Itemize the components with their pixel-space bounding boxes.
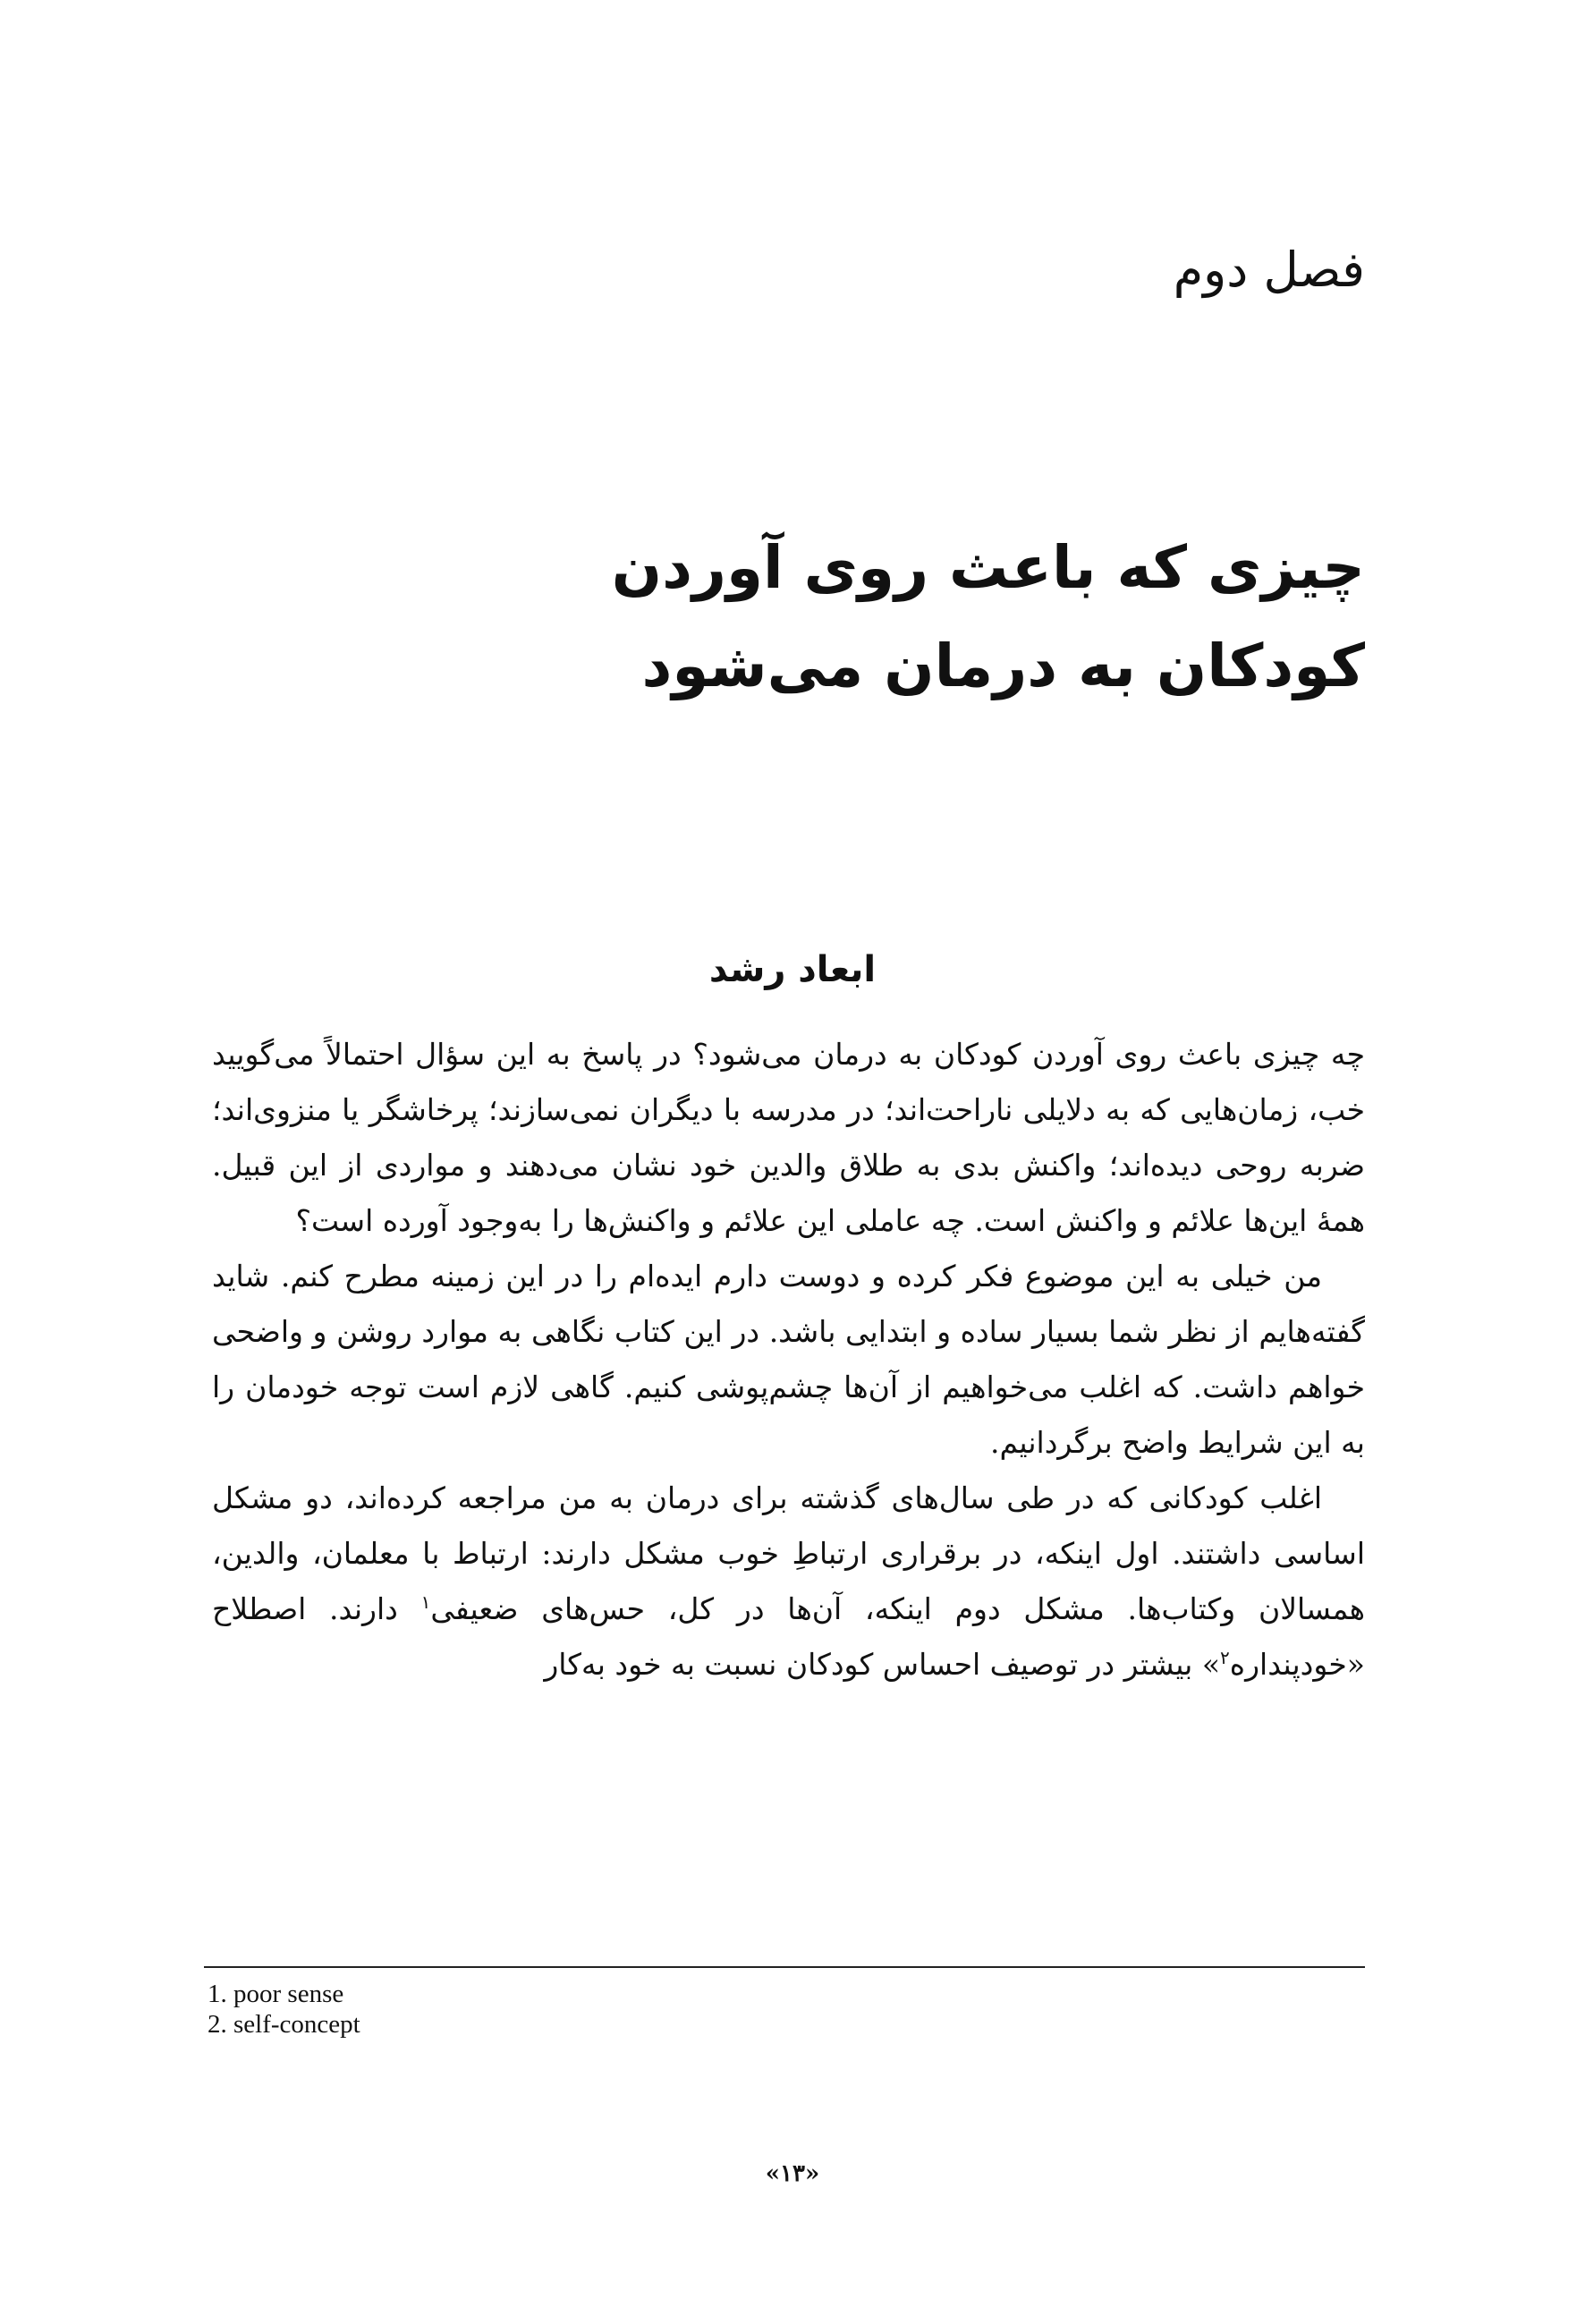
paragraph-3-part-2: دارند. اصطلاح «خودپنداره	[212, 1591, 1365, 1682]
page-number: «۱۳»	[765, 2160, 820, 2187]
paragraph-2: من خیلی به این موضوع فکر کرده و دوست دارم ایده‌ام را در این زمینه مطرح کنم. شاید گفته‌هایم از نظر شما بسیار ساده و ابتدایی باشد. در این کتاب نگاهی به موارد روشن و واضحی خواهم داشت. که اغلب می‌خواهیم از آن‌ها چشم‌پوشی کنیم. گاهی لازم است توجه خودمان را به این شرایط واضح برگردانیم.	[212, 1259, 1365, 1460]
paragraph-3	[212, 1471, 1365, 1692]
footnote-1: 1. poor sense	[208, 1980, 344, 2008]
chapter-title-line-2: کودکان به درمان می‌شود	[641, 632, 1365, 700]
footnote-2: 2. self-concept	[208, 2010, 360, 2039]
section-heading: ابعاد رشد	[708, 949, 877, 990]
paragraph-1: چه چیزی باعث روی آوردن کودکان به درمان می‌شود؟ در پاسخ به این سؤال احتمالاً می‌گویید خب، زمان‌هایی که به دلایلی ناراحت‌اند؛ در مدرسه با دیگران نمی‌سازند؛ پرخاشگر یا منزوی‌اند؛ ضربه روحی دیده‌اند؛ واکنش بدی به طلاق والدین خود نشان می‌دهند و مواردی از این قبیل. همهٔ این‌ها علائم و واکنش است. چه عاملی این علائم و واکنش‌ها را به‌وجود آورده است؟	[212, 1037, 1365, 1238]
footnote-reference-1: ۱	[420, 1591, 431, 1613]
chapter-title	[612, 519, 1365, 716]
footnote-divider	[204, 1966, 1365, 1968]
paragraph-3-part-1: اغلب کودکانی که در طی سال‌های گذشته برای درمان به من مراجعه کرده‌اند، دو مشکل اساسی داشتند. اول اینکه، در برقراری ارتباطِ خوب مشکل دارند: ارتباط با معلمان، والدین، همسالان وکتاب‌ها. مشکل دوم اینکه، آن‌ها در کل، حس‌های ضعیفی	[212, 1480, 1365, 1626]
body-text	[212, 1027, 1365, 1692]
paragraph-3-part-3: » بیشتر در توصیف احساس کودکان نسبت به خود به‌کار	[544, 1647, 1221, 1682]
footnote-reference-2: ۲	[1220, 1647, 1230, 1668]
chapter-label: فصل دوم	[1173, 242, 1365, 298]
chapter-title-line-1: چیزی که باعث روی آوردن	[611, 533, 1365, 602]
footnotes	[208, 1979, 360, 2040]
